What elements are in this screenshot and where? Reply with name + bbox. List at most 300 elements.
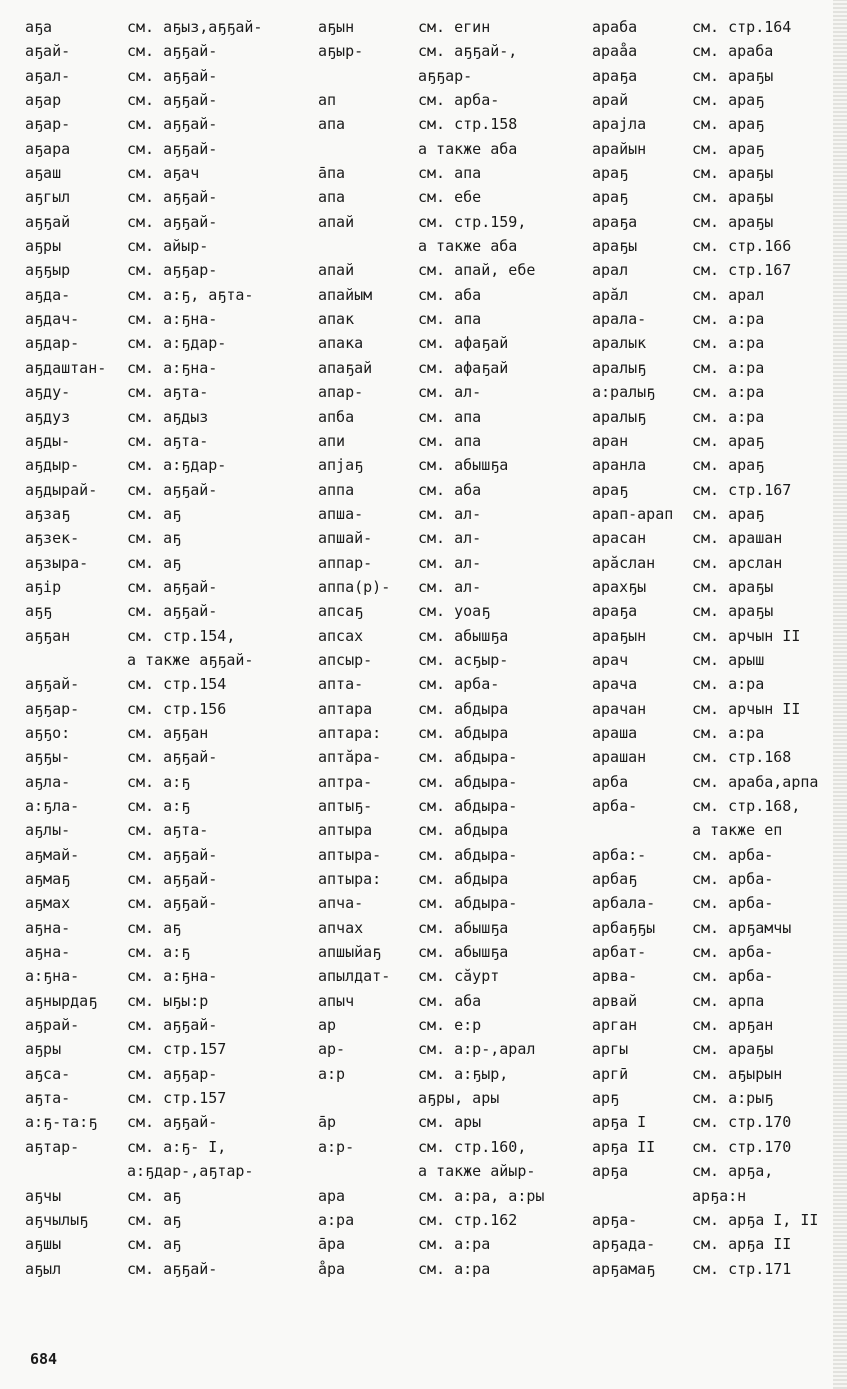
entry-headword: арай — [592, 91, 629, 110]
entry-reference: см. аҕҕай- — [127, 42, 218, 61]
entry-headword: ар — [318, 1016, 337, 1035]
entry-headword — [25, 648, 127, 672]
entry-headword: апсыр- — [318, 650, 373, 669]
entry-headword: арҕ — [592, 1089, 620, 1108]
entry-headword: арашан — [592, 748, 647, 767]
index-entry — [318, 1013, 578, 1037]
index-entry — [592, 453, 842, 477]
index-entry — [318, 161, 578, 185]
entry-headword: апта- — [318, 675, 364, 694]
entry-headword: аппа(р)- — [318, 577, 391, 596]
entry-headword: аҕҕай — [25, 212, 71, 231]
entry-reference: а также еп — [692, 821, 783, 840]
entry-headword: а:ралыҕ — [592, 383, 656, 402]
entry-headword: арајла — [592, 115, 647, 134]
entry-reference: см. аҕҕай- — [127, 91, 218, 110]
entry-reference: а также айыр- — [418, 1162, 536, 1181]
entry-reference: см. араба,арпа — [692, 772, 819, 791]
entry-headword: апыч — [318, 991, 355, 1010]
index-entry — [592, 964, 842, 988]
index-entry — [318, 502, 578, 526]
entry-reference: см. аҕҕай- — [127, 212, 218, 231]
entry-reference: см. абдыра- — [418, 894, 518, 913]
index-entry — [318, 672, 578, 696]
entry-reference: см. араҕы — [692, 1040, 774, 1059]
entry-reference: см. ал- — [418, 383, 482, 402]
index-entry — [318, 137, 578, 161]
entry-headword: аҕар — [25, 91, 62, 110]
entry-headword: аҕла- — [25, 772, 71, 791]
entry-headword: апаҕай — [318, 358, 373, 377]
entry-reference: см. араҕ — [692, 504, 765, 523]
entry-reference: см. аба — [418, 285, 482, 304]
index-entry — [318, 940, 578, 964]
index-entry — [25, 137, 297, 161]
index-entry — [25, 551, 297, 575]
entry-reference: см. е:р — [418, 1016, 482, 1035]
index-entry — [592, 64, 842, 88]
entry-reference: см. а:ҕ, аҕта- — [127, 285, 254, 304]
index-entry — [592, 1159, 842, 1183]
entry-reference: см. аҕҕай- — [127, 1113, 218, 1132]
index-entry — [318, 745, 578, 769]
entry-headword: аргӣ — [592, 1064, 629, 1083]
entry-reference: см. аҕдыз — [127, 407, 209, 426]
entry-reference: см. стр.160, — [418, 1137, 527, 1156]
index-entry — [318, 624, 578, 648]
entry-headword: аралык — [592, 334, 647, 353]
index-entry — [592, 112, 842, 136]
entry-headword: апай — [318, 261, 355, 280]
index-entry — [25, 429, 297, 453]
index-entry — [318, 989, 578, 1013]
entry-reference: см. стр.170 — [692, 1113, 792, 1132]
entry-headword: аҕҕан — [25, 626, 71, 645]
index-entry — [25, 1037, 297, 1061]
index-column-3 — [592, 15, 842, 1281]
entry-headword: аҕмаҕ — [25, 870, 71, 889]
entry-headword: аптара — [318, 699, 373, 718]
index-entry — [25, 453, 297, 477]
entry-headword: аҕмах — [25, 894, 71, 913]
entry-reference: см. а:ҕна- — [127, 967, 218, 986]
index-entry — [25, 88, 297, 112]
entry-reference: см. аҕ — [127, 504, 182, 523]
index-entry — [318, 599, 578, 623]
entry-headword: а̄ра — [318, 1235, 346, 1254]
entry-reference: см. а:ра — [692, 358, 765, 377]
entry-headword: арбат- — [592, 943, 647, 962]
entry-reference: см. стр.168, — [692, 797, 801, 815]
index-entry — [592, 331, 842, 355]
entry-headword: аҕнырдаҕ — [25, 991, 98, 1010]
entry-reference: см. аҕҕан — [127, 723, 209, 742]
entry-headword: аҕа — [25, 18, 53, 36]
entry-headword: аҕір — [25, 577, 62, 596]
entry-reference: см. стр.159, — [418, 212, 527, 231]
index-entry — [25, 1159, 297, 1183]
index-entry — [592, 185, 842, 209]
entry-reference: см. арҕа I, II — [692, 1210, 819, 1229]
entry-reference: см. арыш — [692, 650, 765, 669]
entry-reference: см. аҕҕай- — [127, 748, 218, 767]
entry-reference: см. аҕырын — [692, 1064, 783, 1083]
index-entry — [25, 721, 297, 745]
index-entry — [25, 1013, 297, 1037]
entry-headword: арба — [592, 772, 629, 791]
entry-headword: апсах — [318, 626, 364, 645]
entry-reference: см. ал- — [418, 529, 482, 548]
index-entry — [318, 405, 578, 429]
entry-headword: аҕзек- — [25, 529, 80, 548]
entry-reference: см. стр.156 — [127, 699, 227, 718]
entry-headword: аҕмай- — [25, 845, 80, 864]
entry-reference: см. стр.167 — [692, 480, 792, 499]
entry-reference: см. араҕ — [692, 91, 765, 110]
entry-headword — [25, 1159, 127, 1183]
entry-reference: см. арҕа, — [692, 1162, 774, 1181]
index-entry — [592, 234, 842, 258]
index-entry — [318, 283, 578, 307]
entry-headword: аҕгыл — [25, 188, 71, 207]
entry-reference: см. арҕан — [692, 1016, 774, 1035]
entry-headword: аҕна- — [25, 918, 71, 937]
index-entry — [25, 818, 297, 842]
entry-headword: а̊ра — [318, 1259, 346, 1278]
entry-headword: апба — [318, 407, 355, 426]
index-entry — [318, 843, 578, 867]
index-entry — [25, 745, 297, 769]
entry-reference: см. аҕ — [127, 918, 182, 937]
index-entry — [318, 551, 578, 575]
index-entry — [592, 599, 842, 623]
index-entry — [25, 843, 297, 867]
entry-headword: арба- — [592, 797, 638, 815]
entry-reference: см. абдыра- — [418, 845, 518, 864]
entry-headword: аппа — [318, 480, 355, 499]
entry-reference: см. араҕ — [692, 115, 765, 134]
entry-headword: араба — [592, 18, 638, 36]
entry-reference: см. егин — [418, 18, 491, 36]
index-entry — [25, 112, 297, 136]
entry-reference: см. аҕ — [127, 1210, 182, 1229]
entry-reference: см. ыҕы:р — [127, 991, 209, 1010]
entry-headword: аран — [592, 431, 629, 450]
index-entry — [25, 770, 297, 794]
entry-headword: арбаҕҕы — [592, 918, 656, 937]
index-entry — [318, 526, 578, 550]
index-entry — [318, 453, 578, 477]
index-entry — [318, 575, 578, 599]
index-entry — [318, 39, 578, 63]
entry-headword: а:р — [318, 1064, 346, 1083]
index-entry — [318, 818, 578, 842]
entry-headword: араҕ — [592, 164, 629, 183]
index-entry — [318, 770, 578, 794]
entry-headword: аҕры — [25, 1040, 62, 1059]
index-entry — [25, 307, 297, 331]
entry-headword: а:ҕ-та:ҕ — [25, 1113, 98, 1132]
index-entry — [592, 940, 842, 964]
entry-headword: апа — [318, 188, 346, 207]
entry-headword: апча- — [318, 894, 364, 913]
entry-headword: аҕҕай- — [25, 675, 80, 694]
entry-reference: см. арба- — [418, 91, 500, 110]
entry-headword: арҕа II — [592, 1137, 656, 1156]
entry-headword: аптыра: — [318, 870, 382, 889]
entry-reference: а:ҕдар-,аҕтар- — [127, 1162, 254, 1181]
index-entry — [25, 502, 297, 526]
entry-reference: см. а:ра — [692, 723, 765, 742]
entry-reference: см. а:ра — [418, 1235, 491, 1254]
index-entry — [25, 39, 297, 63]
entry-reference: см. а:ра, а:ры — [418, 1186, 545, 1205]
entry-headword: аҕду- — [25, 383, 71, 402]
index-entry — [592, 794, 842, 818]
entry-reference: см. афаҕай — [418, 358, 509, 377]
index-entry — [25, 1232, 297, 1256]
index-entry — [318, 1135, 578, 1159]
index-entry — [592, 1037, 842, 1061]
index-entry — [318, 964, 578, 988]
entry-reference: см. арба- — [692, 894, 774, 913]
entry-headword: апшыйаҕ — [318, 943, 382, 962]
entry-headword: аптӑра- — [318, 748, 382, 767]
entry-reference: см. аба — [418, 480, 482, 499]
entry-reference: см. арашан — [692, 529, 783, 548]
index-entry — [318, 916, 578, 940]
entry-headword: арҕада- — [592, 1235, 656, 1254]
entry-reference: см. а:ҕ — [127, 943, 191, 962]
index-entry — [318, 112, 578, 136]
entry-headword — [592, 818, 692, 842]
index-entry — [25, 331, 297, 355]
entry-reference: см. стр.164 — [692, 18, 792, 36]
entry-reference: см. аҕҕай- — [127, 480, 218, 499]
index-entry — [592, 867, 842, 891]
entry-reference: см. а:рыҕ — [692, 1089, 774, 1108]
index-entry — [318, 64, 578, 88]
entry-headword: араа̊а — [592, 42, 638, 61]
entry-headword: араҕа — [592, 66, 638, 85]
index-entry — [592, 1208, 842, 1232]
entry-reference: см. а:ҕыр, — [418, 1064, 509, 1083]
index-entry — [592, 137, 842, 161]
entry-reference: см. аҕҕай- — [127, 1016, 218, 1035]
index-entry — [318, 15, 578, 39]
index-entry — [318, 429, 578, 453]
entry-headword: апјаҕ — [318, 456, 364, 475]
entry-reference: см. арҕамчы — [692, 918, 792, 937]
entry-headword: аралыҕ — [592, 358, 647, 377]
entry-headword — [318, 1159, 418, 1183]
entry-headword: аҕчылыҕ — [25, 1210, 89, 1229]
entry-headword: аҕдач- — [25, 310, 80, 329]
entry-headword: аҕал- — [25, 66, 71, 85]
entry-headword: апша- — [318, 504, 364, 523]
entry-reference: см. аҕҕай- — [127, 188, 218, 207]
index-column-1 — [25, 15, 297, 1281]
entry-reference: см. аҕҕай- — [127, 139, 218, 158]
entry-reference: см. араҕ — [692, 139, 765, 158]
index-entry — [318, 721, 578, 745]
index-entry — [592, 624, 842, 648]
entry-reference: см. аҕҕай- — [127, 1259, 218, 1278]
entry-headword: а̄па — [318, 164, 346, 183]
entry-headword: апи — [318, 431, 346, 450]
entry-headword: аҕна- — [25, 943, 71, 962]
index-entry — [25, 161, 297, 185]
entry-reference: см. абышҕа — [418, 943, 509, 962]
entry-reference: см. абдыра- — [418, 797, 518, 815]
entry-reference: см. аҕҕар- — [127, 1064, 218, 1083]
index-entry — [318, 891, 578, 915]
entry-headword: апак — [318, 310, 355, 329]
index-entry — [592, 697, 842, 721]
index-entry — [318, 307, 578, 331]
entry-reference: см. стр.162 — [418, 1210, 518, 1229]
entry-headword: аҕай- — [25, 42, 71, 61]
entry-reference: см. абдыра — [418, 699, 509, 718]
index-entry — [318, 210, 578, 234]
entry-reference: см. а:ра — [692, 334, 765, 353]
entry-headword: арган — [592, 1016, 638, 1035]
entry-reference: см. аҕта- — [127, 821, 209, 840]
entry-headword: араҕ — [592, 188, 629, 207]
entry-reference: см. арба- — [692, 943, 774, 962]
index-entry — [592, 15, 842, 39]
index-entry — [25, 380, 297, 404]
index-entry — [592, 161, 842, 185]
entry-reference: см. араҕы — [692, 164, 774, 183]
index-entry — [25, 478, 297, 502]
index-entry — [592, 916, 842, 940]
entry-reference: а также аба — [418, 237, 518, 256]
entry-reference: см. араҕы — [692, 188, 774, 207]
entry-headword: ар- — [318, 1040, 346, 1059]
entry-reference: см. апай, ебе — [418, 261, 536, 280]
index-entry — [592, 1086, 842, 1110]
entry-reference: см. а:ҕдар- — [127, 334, 227, 353]
entry-reference: см. стр.154, — [127, 626, 236, 645]
index-entry — [25, 575, 297, 599]
entry-headword: аҕдырай- — [25, 480, 98, 499]
index-entry — [25, 672, 297, 696]
index-entry — [592, 1110, 842, 1134]
index-entry — [25, 283, 297, 307]
entry-reference: см. ал- — [418, 553, 482, 572]
index-entry — [25, 648, 297, 672]
entry-reference: см. арал — [692, 285, 765, 304]
entry-reference: см. а:ҕдар- — [127, 456, 227, 475]
index-entry — [592, 88, 842, 112]
index-entry — [25, 697, 297, 721]
entry-headword: а:р- — [318, 1137, 355, 1156]
index-entry — [592, 1257, 842, 1281]
entry-headword: аҕда- — [25, 285, 71, 304]
entry-headword: араҕа — [592, 212, 638, 231]
entry-reference: а также аба — [418, 139, 518, 158]
entry-reference: см. абышҕа — [418, 918, 509, 937]
index-entry — [25, 526, 297, 550]
index-entry — [318, 1232, 578, 1256]
entry-reference: см. апа — [418, 407, 482, 426]
index-entry — [318, 648, 578, 672]
entry-headword: аҕыр- — [318, 42, 364, 61]
index-entry — [318, 1110, 578, 1134]
entry-reference: а также аҕҕай- — [127, 650, 254, 669]
entry-reference: см. а:ҕна- — [127, 358, 218, 377]
index-entry — [318, 1086, 578, 1110]
index-entry — [25, 599, 297, 623]
entry-headword: аппар- — [318, 553, 373, 572]
entry-headword: апака — [318, 334, 364, 353]
entry-headword: аҕлы- — [25, 821, 71, 840]
index-entry — [25, 916, 297, 940]
entry-headword: апайым — [318, 285, 373, 304]
index-entry — [592, 551, 842, 575]
entry-headword: аҕҕ — [25, 602, 53, 621]
entry-headword: аҕзаҕ — [25, 504, 71, 523]
entry-reference: аҕры, ары — [418, 1089, 500, 1108]
index-entry — [25, 210, 297, 234]
entry-reference: см. аҕҕай- — [127, 870, 218, 889]
entry-reference: см. уоаҕ — [418, 602, 491, 621]
index-entry — [318, 88, 578, 112]
entry-reference: аҕҕар- — [418, 66, 473, 85]
entry-reference: см. стр.166 — [692, 237, 792, 256]
entry-headword: арача — [592, 675, 638, 694]
index-entry — [592, 429, 842, 453]
index-entry — [318, 697, 578, 721]
entry-headword: арала- — [592, 310, 647, 329]
entry-headword — [318, 1086, 418, 1110]
entry-headword: аптара: — [318, 723, 382, 742]
entry-reference: см. аҕҕай- — [127, 845, 218, 864]
entry-headword: аҕдыр- — [25, 456, 80, 475]
entry-reference: см. стр.170 — [692, 1137, 792, 1156]
entry-headword: арӑл — [592, 285, 629, 304]
entry-reference: см. аҕҕар- — [127, 261, 218, 280]
entry-reference: см. араҕ — [692, 431, 765, 450]
index-entry — [592, 575, 842, 599]
entry-reference: см. а:ҕ — [127, 772, 191, 791]
entry-headword: аҕшы — [25, 1235, 62, 1254]
entry-headword: аптра- — [318, 772, 373, 791]
entry-reference: см. аҕҕай- — [127, 602, 218, 621]
index-entry — [25, 867, 297, 891]
index-entry — [592, 502, 842, 526]
index-entry — [592, 39, 842, 63]
entry-reference: см. абдыра- — [418, 772, 518, 791]
entry-headword: арачан — [592, 699, 647, 718]
entry-headword: аранла — [592, 456, 647, 475]
entry-reference: см. ал- — [418, 577, 482, 596]
entry-headword: аҕчы — [25, 1186, 62, 1205]
entry-reference: см. абышҕа — [418, 456, 509, 475]
entry-headword: аҕзыра- — [25, 553, 89, 572]
entry-reference: см. апа — [418, 310, 482, 329]
entry-reference: см. а:ра — [692, 675, 765, 694]
entry-headword: аҕара — [25, 139, 71, 158]
index-entry — [25, 1086, 297, 1110]
entry-headword: арвай — [592, 991, 638, 1010]
entry-headword: аҕыл — [25, 1259, 62, 1278]
index-entry — [318, 1184, 578, 1208]
index-entry — [318, 794, 578, 818]
entry-headword: аҕрай- — [25, 1016, 80, 1035]
index-entry — [25, 405, 297, 429]
